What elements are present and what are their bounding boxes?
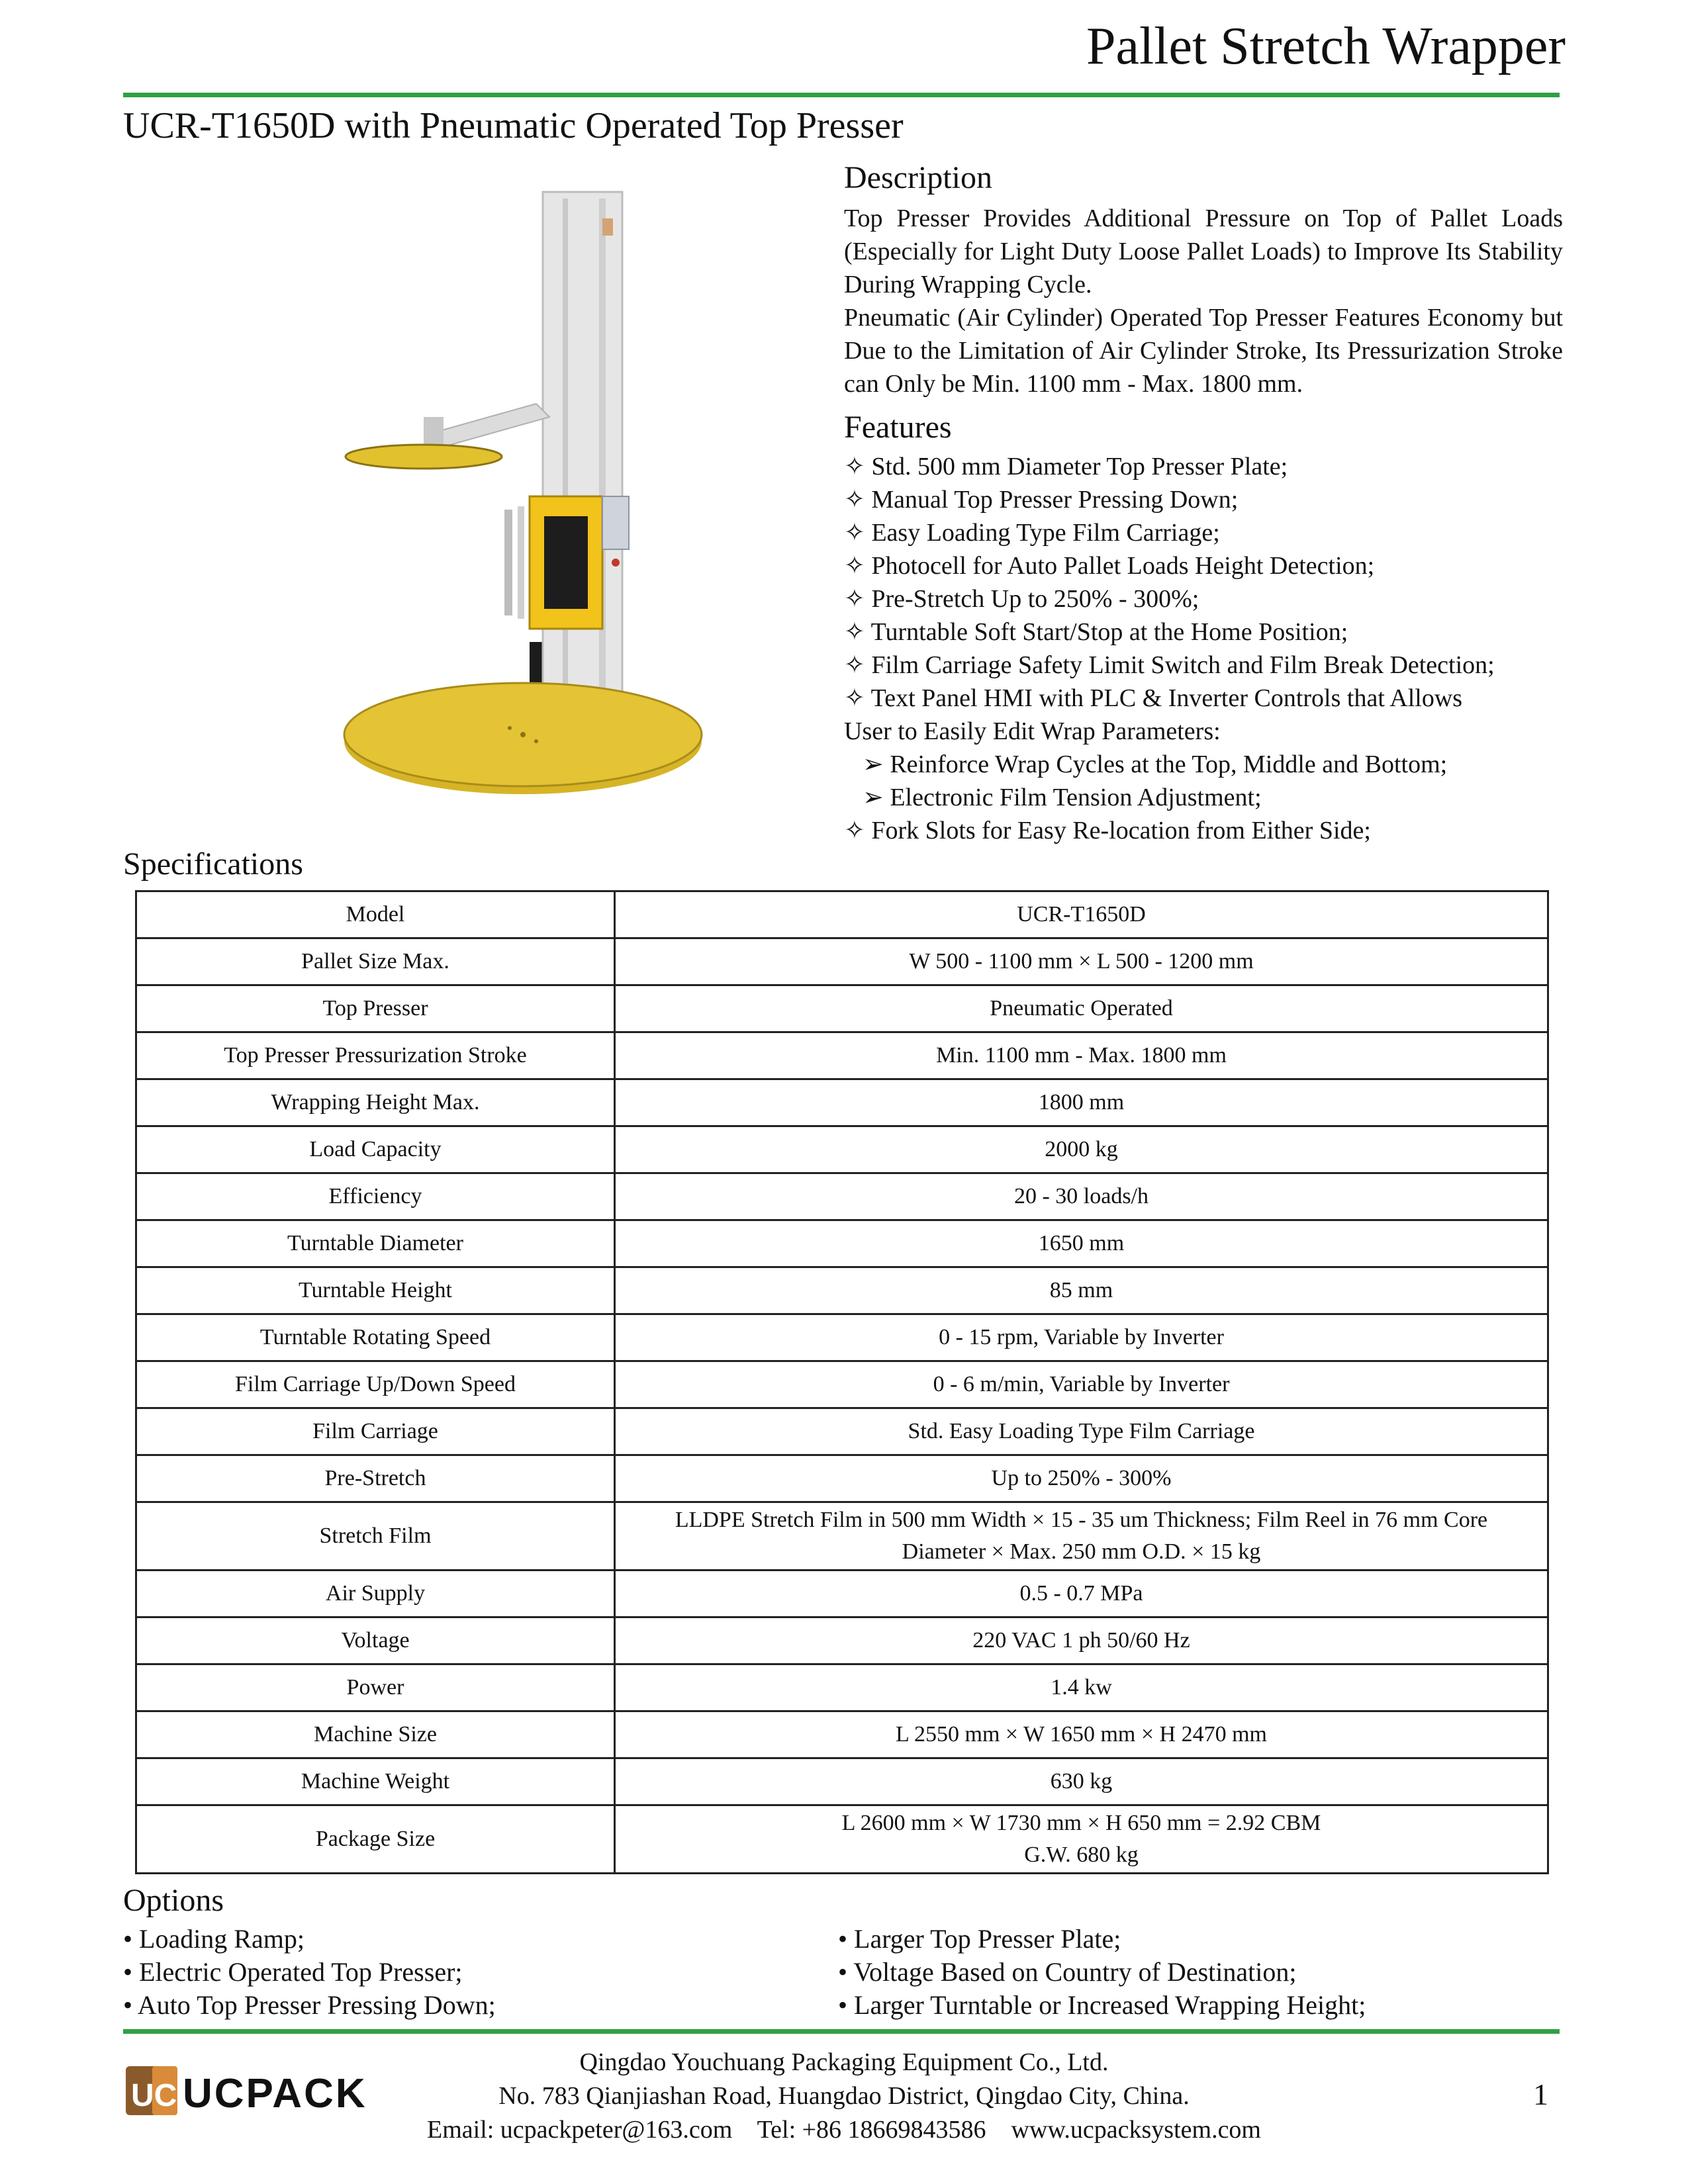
spec-row <box>136 1267 1548 1314</box>
option-item: • Voltage Based on Country of Destination; <box>838 1957 1297 1987</box>
spec-label: Film Carriage <box>136 1408 615 1455</box>
spec-label: Turntable Rotating Speed <box>136 1314 615 1361</box>
spec-label: Film Carriage Up/Down Speed <box>136 1361 615 1408</box>
spec-value-line: 1.4 kw <box>1051 1675 1112 1700</box>
logo-badge-text: UC <box>131 2078 177 2113</box>
spec-value <box>615 1570 1548 1617</box>
document-title: Pallet Stretch Wrapper <box>1086 17 1566 75</box>
feature-item: ✧ Fork Slots for Easy Re-location from Either Side; <box>844 817 1371 844</box>
spec-value-line: L 2550 mm × W 1650 mm × H 2470 mm <box>896 1722 1267 1747</box>
logo-text: UCPACK <box>183 2071 367 2116</box>
page-number: 1 <box>1533 2077 1548 2111</box>
spec-label: Pallet Size Max. <box>136 938 615 985</box>
spec-value <box>615 985 1548 1032</box>
spec-label: Load Capacity <box>136 1126 615 1173</box>
spec-value <box>615 1032 1548 1079</box>
spec-label: Machine Weight <box>136 1758 615 1805</box>
spec-row <box>136 1502 1548 1570</box>
footer-divider <box>123 2029 1560 2034</box>
spec-value <box>615 891 1548 938</box>
options-left-list <box>123 1923 496 2022</box>
spec-row <box>136 1361 1548 1408</box>
spec-value <box>615 1126 1548 1173</box>
model-subtitle: UCR-T1650D with Pneumatic Operated Top Presser <box>123 105 904 146</box>
spec-value-line: LLDPE Stretch Film in 500 mm Width × 15 - 35 um Thickness; Film Reel in 76 mm Core <box>675 1508 1488 1532</box>
spec-row <box>136 1079 1548 1126</box>
spec-row <box>136 1032 1548 1079</box>
options-right-list <box>838 1923 1366 2022</box>
spec-row <box>136 1617 1548 1664</box>
header-divider <box>123 93 1560 97</box>
spec-label: Package Size <box>136 1805 615 1874</box>
spec-value <box>615 1455 1548 1502</box>
feature-item: ✧ Std. 500 mm Diameter Top Presser Plate; <box>844 453 1288 480</box>
spec-value-line: 0 - 15 rpm, Variable by Inverter <box>939 1325 1224 1349</box>
description-paragraph-1: Top Presser Provides Additional Pressure on Top of Pallet Loads (Especially for Light Duty Loose Pallet Loads) to Improve Its Stability During Wrapping Cycle. <box>844 205 1563 298</box>
spec-row <box>136 1664 1548 1711</box>
option-item: • Larger Turntable or Increased Wrapping Height; <box>838 1990 1366 2020</box>
product-photo <box>331 179 794 814</box>
spec-label: Air Supply <box>136 1570 615 1617</box>
spec-value-line: L 2600 mm × W 1730 mm × H 650 mm = 2.92 CBM <box>841 1811 1321 1835</box>
spec-value-line: Std. Easy Loading Type Film Carriage <box>908 1419 1255 1443</box>
feature-item: User to Easily Edit Wrap Parameters: <box>844 717 1221 745</box>
spec-label: Top Presser Pressurization Stroke <box>136 1032 615 1079</box>
spec-value <box>615 938 1548 985</box>
spec-value-line: Pneumatic Operated <box>990 996 1173 1021</box>
spec-value-line: 85 mm <box>1049 1278 1113 1302</box>
spec-value <box>615 1079 1548 1126</box>
option-item: • Auto Top Presser Pressing Down; <box>123 1990 496 2020</box>
spec-row <box>136 1758 1548 1805</box>
spec-value-line: 1650 mm <box>1038 1231 1125 1255</box>
spec-row <box>136 1173 1548 1220</box>
spec-label: Wrapping Height Max. <box>136 1079 615 1126</box>
spec-label: Efficiency <box>136 1173 615 1220</box>
option-item: • Loading Ramp; <box>123 1924 305 1954</box>
feature-item: ✧ Text Panel HMI with PLC & Inverter Controls that Allows <box>844 684 1463 712</box>
footer-company: Qingdao Youchuang Packaging Equipment Co., Ltd. <box>579 2048 1109 2076</box>
description-paragraph-2: Pneumatic (Air Cylinder) Operated Top Presser Features Economy but Due to the Limitation of Air Cylinder Stroke, Its Pressurization Stroke can Only be Min. 1100 mm - Max. 1800 mm. <box>844 304 1563 398</box>
footer-contact: Email: ucpackpeter@163.com Tel: +86 18669843586 www.ucpacksystem.com <box>427 2116 1261 2144</box>
spec-row <box>136 1314 1548 1361</box>
feature-item: ✧ Pre-Stretch Up to 250% - 300%; <box>844 585 1199 613</box>
spec-row <box>136 1570 1548 1617</box>
spec-label: Pre-Stretch <box>136 1455 615 1502</box>
spec-value <box>615 1664 1548 1711</box>
feature-item: ✧ Manual Top Presser Pressing Down; <box>844 486 1239 514</box>
specifications-table <box>135 890 1549 1874</box>
feature-item: ✧ Turntable Soft Start/Stop at the Home Position; <box>844 618 1348 646</box>
spec-value-line: G.W. 680 kg <box>1024 1843 1139 1867</box>
spec-label: Machine Size <box>136 1711 615 1758</box>
option-item: • Electric Operated Top Presser; <box>123 1957 463 1987</box>
spec-row <box>136 1220 1548 1267</box>
spec-row <box>136 1408 1548 1455</box>
feature-subitem: ➢ Electronic Film Tension Adjustment; <box>863 784 1262 811</box>
spec-label: Voltage <box>136 1617 615 1664</box>
spec-value <box>615 1267 1548 1314</box>
spec-row <box>136 1455 1548 1502</box>
spec-row <box>136 985 1548 1032</box>
feature-item: ✧ Film Carriage Safety Limit Switch and Film Break Detection; <box>844 651 1495 679</box>
spec-value <box>615 1314 1548 1361</box>
spec-label: Model <box>136 891 615 938</box>
spec-label: Turntable Diameter <box>136 1220 615 1267</box>
feature-item: ✧ Easy Loading Type Film Carriage; <box>844 519 1220 547</box>
spec-row <box>136 938 1548 985</box>
spec-row <box>136 891 1548 938</box>
spec-label: Stretch Film <box>136 1502 615 1570</box>
spec-label: Power <box>136 1664 615 1711</box>
spec-value <box>615 1805 1548 1874</box>
features-heading: Features <box>844 410 952 445</box>
features-list <box>844 450 1495 847</box>
spec-value-line: 220 VAC 1 ph 50/60 Hz <box>972 1628 1190 1653</box>
description-heading: Description <box>844 160 992 195</box>
spec-value-line: Diameter × Max. 250 mm O.D. × 15 kg <box>902 1539 1261 1564</box>
spec-label: Top Presser <box>136 985 615 1032</box>
spec-value-line: 1800 mm <box>1038 1090 1125 1115</box>
spec-value-line: 0 - 6 m/min, Variable by Inverter <box>933 1372 1230 1396</box>
spec-label: Turntable Height <box>136 1267 615 1314</box>
option-item: • Larger Top Presser Plate; <box>838 1924 1121 1954</box>
footer-address: No. 783 Qianjiashan Road, Huangdao District, Qingdao City, China. <box>498 2082 1190 2110</box>
specifications-heading: Specifications <box>123 846 303 882</box>
spec-row <box>136 1711 1548 1758</box>
spec-row <box>136 1126 1548 1173</box>
spec-value-line: 0.5 - 0.7 MPa <box>1019 1581 1143 1606</box>
spec-value <box>615 1502 1548 1570</box>
feature-item: ✧ Photocell for Auto Pallet Loads Height Detection; <box>844 552 1375 580</box>
options-heading: Options <box>123 1883 224 1918</box>
spec-value <box>615 1617 1548 1664</box>
spec-value-line: 630 kg <box>1050 1769 1113 1794</box>
feature-subitem: ➢ Reinforce Wrap Cycles at the Top, Middle and Bottom; <box>863 751 1448 778</box>
spec-value <box>615 1711 1548 1758</box>
spec-value <box>615 1758 1548 1805</box>
spec-value-line: W 500 - 1100 mm × L 500 - 1200 mm <box>909 949 1254 974</box>
spec-value <box>615 1173 1548 1220</box>
spec-value <box>615 1361 1548 1408</box>
spec-value <box>615 1220 1548 1267</box>
spec-value-line: UCR-T1650D <box>1017 902 1146 927</box>
spec-row <box>136 1805 1548 1874</box>
spec-value-line: Min. 1100 mm - Max. 1800 mm <box>936 1043 1227 1068</box>
spec-value-line: 2000 kg <box>1045 1137 1118 1161</box>
spec-value-line: 20 - 30 loads/h <box>1013 1184 1149 1208</box>
spec-value-line: Up to 250% - 300% <box>991 1466 1172 1490</box>
spec-value <box>615 1408 1548 1455</box>
